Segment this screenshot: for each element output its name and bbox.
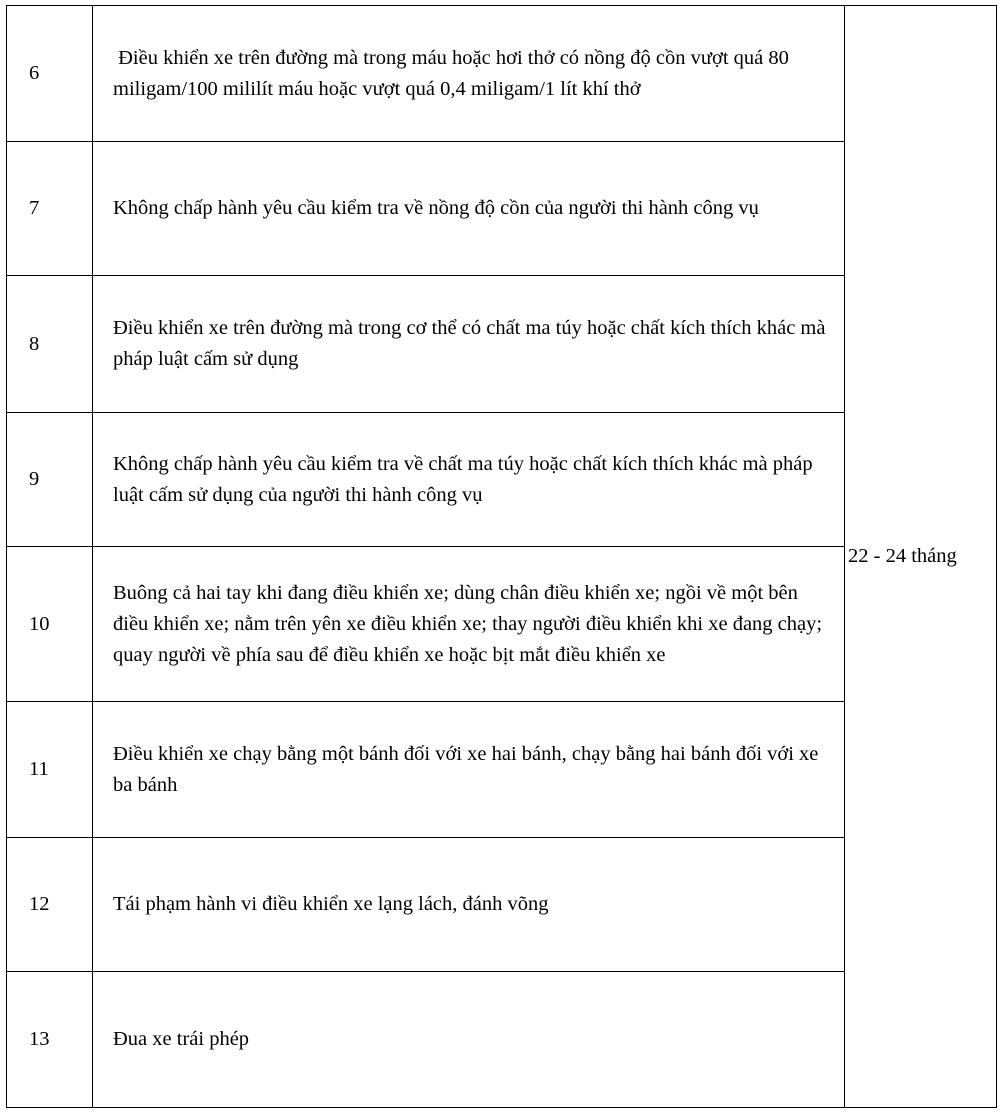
violation-description: Buông cả hai tay khi đang điều khiển xe; dùng chân điều khiển xe; ngồi về một bên điều khiển xe; nằm trên yên xe điều khiển xe; thay người điều khiển khi xe đang chạy; quay người về phía sau để điều khiển xe hoặc bịt mắt điều khiển xe (93, 547, 845, 702)
violation-description: Tái phạm hành vi điều khiển xe lạng lách, đánh võng (93, 838, 845, 972)
violation-description: Điều khiển xe trên đường mà trong máu hoặc hơi thở có nồng độ cồn vượt quá 80 miligam/100 mililít máu hoặc vượt quá 0,4 miligam/1 lít khí thở (93, 6, 845, 142)
row-number: 13 (7, 972, 93, 1108)
row-number: 9 (7, 413, 93, 547)
violation-description: Không chấp hành yêu cầu kiểm tra về chất ma túy hoặc chất kích thích khác mà pháp luật cấm sử dụng của người thi hành công vụ (93, 413, 845, 547)
row-number: 11 (7, 702, 93, 838)
row-number: 8 (7, 276, 93, 413)
violation-description: Không chấp hành yêu cầu kiểm tra về nồng độ cồn của người thi hành công vụ (93, 142, 845, 276)
violations-table (6, 5, 997, 1108)
row-number: 12 (7, 838, 93, 972)
violation-description: Điều khiển xe chạy bằng một bánh đối với xe hai bánh, chạy bằng hai bánh đối với xe ba bánh (93, 702, 845, 838)
violation-description: Đua xe trái phép (93, 972, 845, 1108)
row-number: 7 (7, 142, 93, 276)
row-number: 10 (7, 547, 93, 702)
row-number: 6 (7, 6, 93, 142)
violation-description: Điều khiển xe trên đường mà trong cơ thể có chất ma túy hoặc chất kích thích khác mà pháp luật cấm sử dụng (93, 276, 845, 413)
table-row (7, 6, 997, 142)
penalty-duration: 22 - 24 tháng (845, 6, 997, 1108)
